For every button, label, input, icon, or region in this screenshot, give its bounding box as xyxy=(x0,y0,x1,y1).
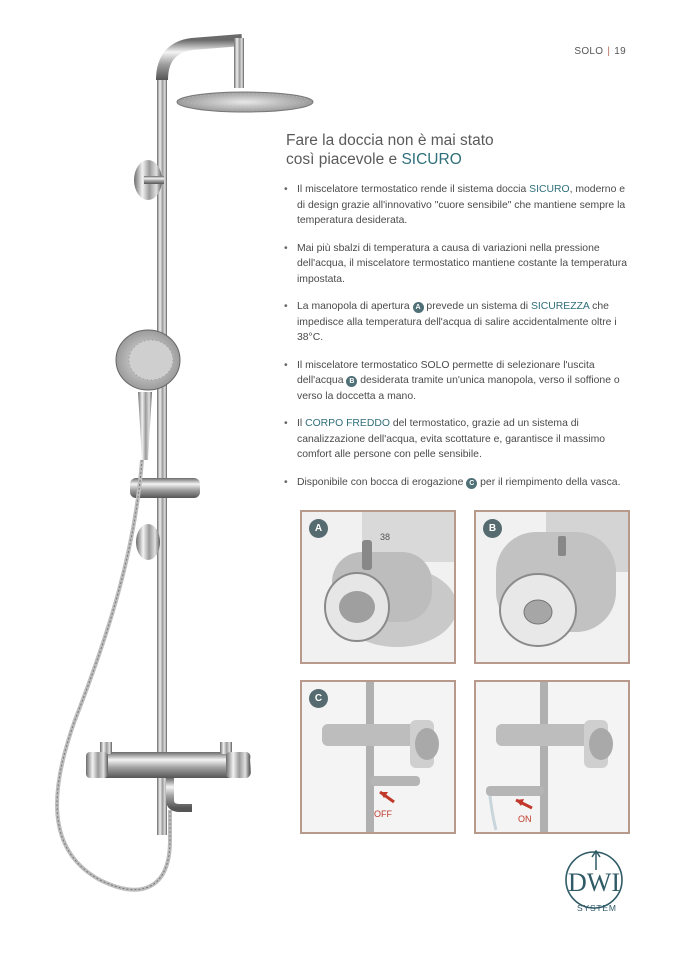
feature-accent: CORPO FREDDO xyxy=(305,418,390,429)
page-header xyxy=(574,46,626,57)
feature-text: Disponibile con bocca di erogazione xyxy=(297,476,467,488)
photo-handle-a xyxy=(300,510,456,664)
badge-b: B xyxy=(483,519,502,538)
feature-item xyxy=(284,416,634,463)
title-accent: SICURO xyxy=(401,151,462,168)
feature-text: prevede un sistema di xyxy=(423,301,531,312)
feature-accent: SICUREZZA xyxy=(530,301,590,312)
section-title xyxy=(286,131,626,169)
shower-column-illustration xyxy=(20,30,320,930)
scale-label: 38 xyxy=(380,532,391,542)
feature-text: , moderno e di design grazie all'innovativo "cuore sensibile" che mantiene sempre la temperatura desiderata. xyxy=(297,184,626,226)
title-line-2 xyxy=(286,150,626,169)
badge-c-inline: C xyxy=(466,478,477,489)
feature-item xyxy=(284,475,634,491)
feature-text: che impedisce alla temperatura dell'acqua di salire accidentalmente oltre i 38°C. xyxy=(297,301,617,343)
badge-a: A xyxy=(309,519,328,538)
logo-letters: DWI xyxy=(568,868,620,897)
page-number: 19 xyxy=(614,46,626,57)
feature-item xyxy=(284,358,634,405)
header-separator: | xyxy=(607,46,611,57)
feature-item xyxy=(284,241,634,288)
badge-a-inline: A xyxy=(413,302,424,313)
on-label: ON xyxy=(518,814,532,824)
feature-text: Il xyxy=(297,418,306,429)
feature-text: Mai più sbalzi di temperatura a causa di variazioni nella pressione dell'acqua, il miscelatore termostatico mantiene costante la temperatura impostata. xyxy=(297,242,628,285)
spout-on-illustration xyxy=(476,682,628,832)
feature-accent: SICURO xyxy=(529,184,570,195)
feature-item xyxy=(284,299,634,346)
feature-text: Il miscelatore termostatico SOLO permette di selezionare l'uscita dell'acqua xyxy=(297,359,595,386)
title-line-2-prefix: così piacevole e xyxy=(286,151,402,168)
badge-b-inline: B xyxy=(346,376,357,387)
feature-item xyxy=(284,182,634,229)
feature-text: del termostatico, grazie ad un sistema di canalizzazione dell'acqua, evita scottature e, garantisce il massimo comfort alle persone con pelle sensibile. xyxy=(297,418,606,460)
photo-spout-off xyxy=(300,680,456,834)
title-line-1: Fare la doccia non è mai stato xyxy=(286,132,494,149)
feature-text: La manopola di apertura xyxy=(297,301,413,312)
photo-spout-on xyxy=(474,680,630,834)
feature-list xyxy=(284,182,634,502)
feature-text: desiderata tramite un'unica manopola, verso il soffione o verso la doccetta a mano. xyxy=(297,375,620,402)
off-label: OFF xyxy=(374,809,392,819)
photo-handle-b xyxy=(474,510,630,664)
feature-text: Il miscelatore termostatico rende il sistema doccia xyxy=(297,184,530,195)
product-name: SOLO xyxy=(574,46,604,57)
logo-wordmark: SYSTEM xyxy=(577,903,617,913)
feature-text: per il riempimento della vasca. xyxy=(477,476,621,488)
badge-c: C xyxy=(309,689,328,708)
